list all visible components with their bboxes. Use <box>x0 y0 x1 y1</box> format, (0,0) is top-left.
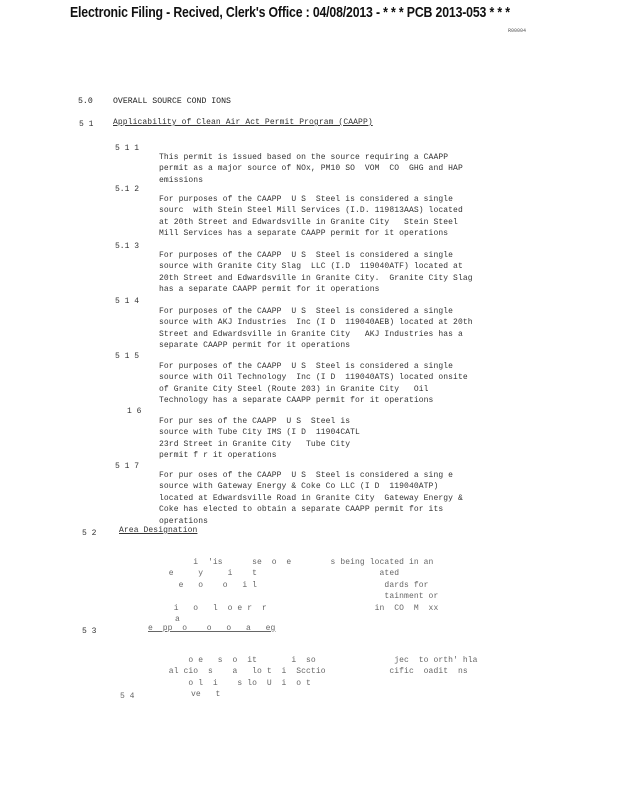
text-line: For purposes of the CAAPP U S Steel is considered a single <box>159 194 454 204</box>
text-line: e o o i l dards for <box>159 580 429 590</box>
para-5-1-7-number: 5 1 7 <box>115 462 140 471</box>
text-line: For purposes of the CAAPP U S Steel is considered a single <box>159 306 454 316</box>
subsection-5-2-title: Area Designation <box>119 526 198 535</box>
subsection-5-2-number: 5 2 <box>82 529 97 538</box>
para-5-1-7-text <box>159 458 463 539</box>
para-5-1-6-number: 1 6 <box>127 407 142 416</box>
page-id: R00004 <box>508 28 527 34</box>
text-line: permit as a major source of NOx, PM10 SO VOM CO GHG and HAP <box>159 164 463 173</box>
text-line: e y i t ated <box>159 569 400 578</box>
text-line: tainment or <box>159 592 439 601</box>
text-line: has a separate CAAPP permit for it operations <box>159 285 380 294</box>
text-line: of Granite City Steel (Route 203) in Granite City Oil <box>159 384 429 394</box>
subsection-5-1-number: 5 1 <box>79 120 94 129</box>
section-title: OVERALL SOURCE COND IONS <box>113 97 231 106</box>
text-line: i 'is se o e s being located in an <box>159 557 434 567</box>
text-line: source with Gateway Energy & Coke Co LLC (I D 119040ATP) <box>159 482 439 491</box>
text-line: o e s o it i so jec to orth' hla <box>159 655 478 665</box>
text-line: o l i s lo U i o t <box>159 678 311 688</box>
text-line: i o l o e r r in CO M xx <box>159 603 439 613</box>
text-line: source with AKJ Industries Inc (I D 119040AEB) located at 20th <box>159 318 473 327</box>
text-line: source with Oil Technology Inc (I D 119040ATS) located onsite <box>159 373 468 382</box>
subsection-5-3-number: 5 3 <box>82 627 97 636</box>
para-5-1-5-number: 5 1 5 <box>115 352 140 361</box>
text-line: Street and Edwardsville in Granite City AKJ Industries has a <box>159 329 463 339</box>
text-line: emissions <box>159 175 204 185</box>
text-line: This permit is issued based on the source requiring a CAAPP <box>159 152 449 162</box>
text-line: For purposes of the CAAPP U S Steel is considered a single <box>159 250 454 260</box>
subsection-5-1-title: Applicability of Clean Air Act Permit Program (CAAPP) <box>113 118 373 127</box>
text-line: 23rd Street in Granite City Tube City <box>159 439 351 449</box>
para-5-1-3-number: 5.1 3 <box>115 242 140 251</box>
text-line: permit f r it operations <box>159 451 277 460</box>
subsection-5-4-number: 5 4 <box>120 692 135 701</box>
text-line: 20th Street and Edwardsville in Granite City. Granite City Slag <box>159 273 473 283</box>
text-line: operations <box>159 516 209 526</box>
text-line: source with Granite City Slag LLC (I.D 119040ATF) located at <box>159 262 463 271</box>
subsection-5-4-title: ve t <box>191 690 221 699</box>
text-line: For purposes of the CAAPP U S Steel is considered a single <box>159 361 454 371</box>
text-line: Mill Services has a separate CAAPP permit for it operations <box>159 229 449 238</box>
text-line: Technology has a separate CAAPP permit for it operations <box>159 396 434 405</box>
section-number: 5.0 <box>78 97 93 106</box>
filing-stamp: Electronic Filing - Recived, Clerk's Office : 04/08/2013 - * * * PCB 2013-053 * * * <box>70 4 510 21</box>
para-5-1-1-number: 5 1 1 <box>115 144 140 153</box>
subsection-5-3-title: e pp o o o a eg <box>148 624 276 633</box>
para-5-1-4-number: 5 1 4 <box>115 297 140 306</box>
text-line: For pur oses of the CAAPP U S Steel is considered a sing e <box>159 470 454 480</box>
text-line: at 20th Street and Edwardsville in Granite City Stein Steel <box>159 217 458 227</box>
para-5-1-2-number: 5.1 2 <box>115 185 140 194</box>
text-line: Coke has elected to obtain a separate CAAPP permit for its <box>159 505 444 514</box>
text-line: al cio s a lo t i Scctio cific oadit ns <box>159 667 468 676</box>
text-line: sourc with Stein Steel Mill Services (I.D. 119813AAS) located <box>159 206 463 215</box>
text-line: For pur ses of the CAAPP U S Steel is <box>159 416 351 426</box>
text-line: source with Tube City IMS (I D 11904CATL <box>159 428 360 437</box>
text-line: separate CAAPP permit for it operations <box>159 341 351 350</box>
text-line: a <box>175 615 180 624</box>
text-line: located at Edwardsville Road in Granite City Gateway Energy & <box>159 493 463 503</box>
